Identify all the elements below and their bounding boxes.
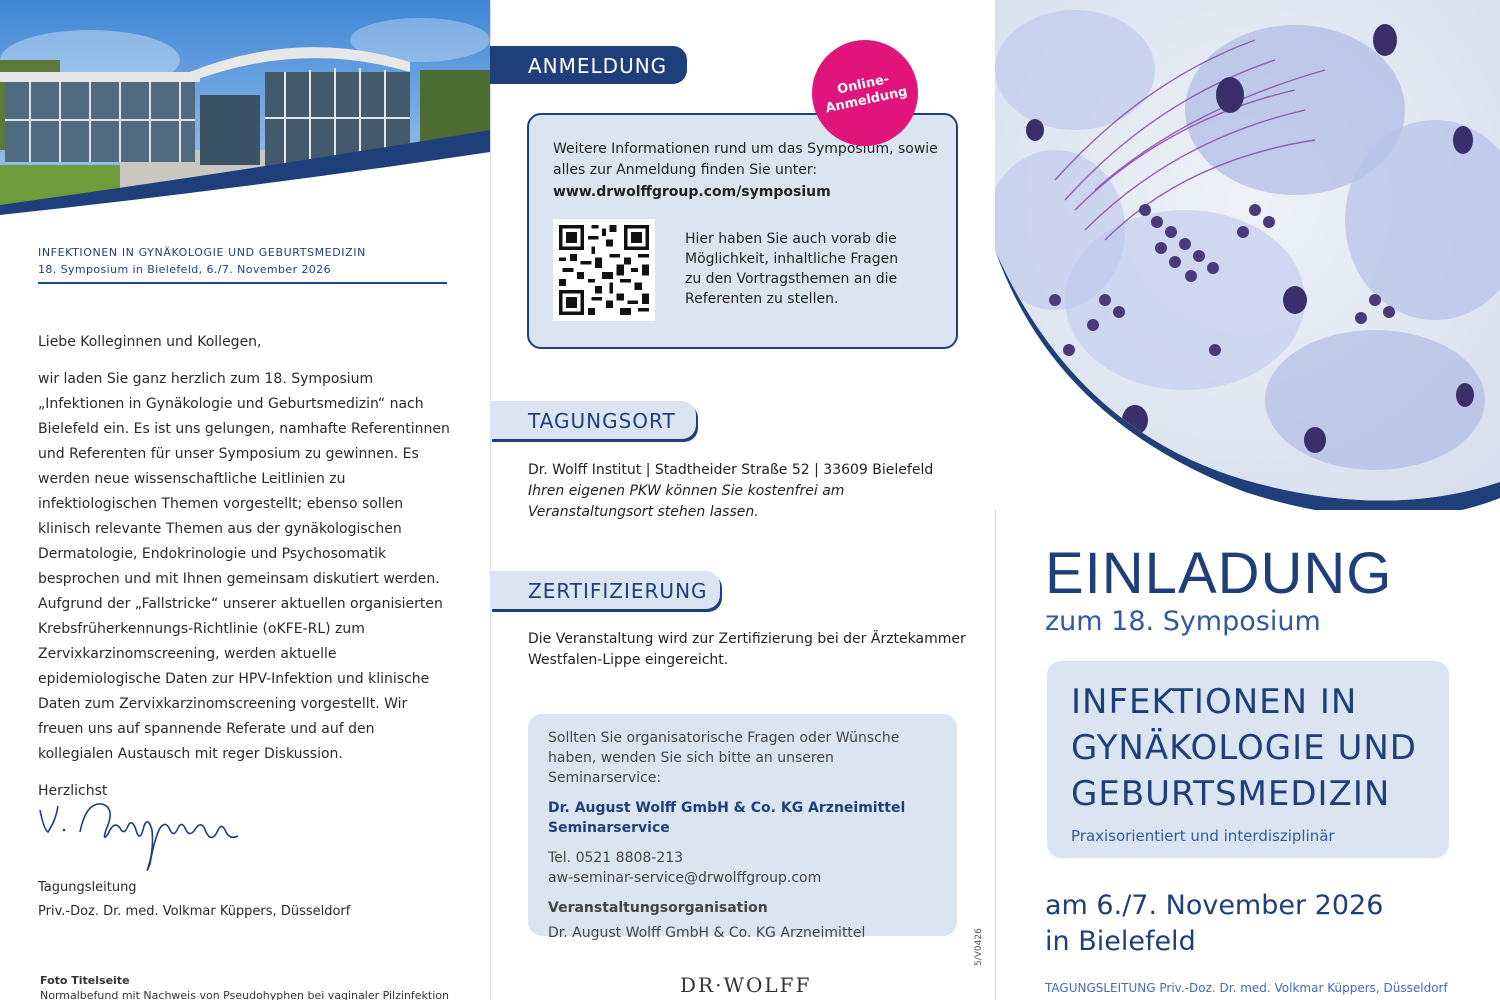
middle-panel (490, 0, 995, 1000)
venue-address: Dr. Wolff Institut | Stadtheider Straße 52 | 33609 Bielefeld (528, 462, 934, 478)
parking-note: Ihren eigenen PKW können Sie kostenfrei am Veranstaltungsort stehen lassen. (528, 483, 845, 520)
event-date-location: am 6./7. November 2026 in Bielefeld (1045, 890, 1384, 957)
tagungsort-section (528, 460, 968, 523)
welcome-letter (38, 330, 453, 816)
letter-greeting: Liebe Kolleginnen und Kollegen, (38, 334, 262, 350)
qr-code-icon[interactable] (553, 219, 655, 321)
photo-caption (40, 973, 449, 1000)
topic-title: INFEKTIONEN IN GYNÄKOLOGIE UND GEBURTSMEDIZIN (1071, 682, 1417, 814)
service-question: Sollten Sie organisatorische Fragen oder Wünsche haben, wenden Sie sich bitte an unseren Seminarservice: (548, 730, 900, 786)
photo-caption-title: Foto Titelseite (40, 974, 130, 987)
qr-description: Hier haben Sie auch vorab die Möglichkeit, inhaltliche Fragen zu den Vortragsthemen an die Referenten zu stellen. (685, 231, 899, 307)
left-header-subtitle: 18. Symposium in Bielefeld, 6./7. November 2026 (38, 263, 331, 276)
photo-caption-text: Normalbefund mit Nachweis von Pseudohyphen bei vaginaler Pilzinfektion (40, 989, 449, 1000)
tagungsort-heading: TAGUNGSORT (490, 401, 696, 439)
organization-title: Veranstaltungsorganisation (548, 900, 768, 916)
handwritten-signature (36, 790, 246, 880)
right-panel (995, 0, 1500, 1000)
letter-body: wir laden Sie ganz herzlich zum 18. Symposium „Infektionen in Gynäkologie und Geburtsmedizin“ nach Bielefeld ein. Es ist uns gelungen, namhafte Referentinnen und Referenten für unser Symposium zu gewinnen. Es werden neue wissenschaftliche Leitlinien zu infektiologischen Themen vorgestellt; ebenso sollen klinisch relevante Themen aus der gynäkologischen Dermatologie, Endokrinologie und Psychosomatik besprochen und mit Ihnen gemeinsam diskutiert werden. Aufgrund der „Fallstricke“ unserer aktuellen organisierten Krebsfrüherkennungs-Richtlinie (oKFE-RL) zum Zervixkarzinomscreening, werden aktuelle epidemiologische Daten zur HPV-Infektion und klinische Daten zum Zervixkarzinomscreening vorgestellt. Wir freuen uns auf spannende Referate und auf den kollegialen Austausch mit reger Diskussion. (38, 371, 450, 762)
certification-text: Die Veranstaltung wird zur Zertifizierung bei der Ärztekammer Westfalen-Lippe eingereicht. (528, 631, 966, 668)
topic-box (1047, 661, 1449, 858)
organization-name: Dr. August Wolff GmbH & Co. KG Arzneimittel (548, 925, 866, 941)
left-header-title: INFEKTIONEN IN GYNÄKOLOGIE UND GEBURTSMEDIZIN (38, 246, 366, 259)
service-phone[interactable]: Tel. 0521 8808-213 (548, 850, 684, 866)
service-email[interactable]: aw-seminar-service@drwolffgroup.com (548, 870, 822, 886)
anmeldung-heading: ANMELDUNG (490, 46, 687, 84)
print-code: 5/V0426 (974, 928, 984, 966)
online-badge-label: Online- Anmeldung (824, 71, 909, 117)
left-panel (0, 0, 490, 1000)
service-box (528, 714, 957, 941)
conference-lead: TAGUNGSLEITUNG Priv.-Doz. Dr. med. Volkmar Küppers, Düsseldorf (1045, 981, 1448, 995)
registration-link[interactable]: www.drwolffgroup.com/symposium (553, 184, 831, 200)
topic-subtitle: Praxisorientiert und interdisziplinär (1071, 827, 1335, 845)
anmeldung-intro: Weitere Informationen rund um das Symposium, sowie alles zur Anmeldung finden Sie unter: (553, 141, 938, 178)
signature-block (38, 876, 350, 924)
invitation-title: EINLADUNG (1045, 541, 1393, 606)
signature-name: Priv.-Doz. Dr. med. Volkmar Küppers, Düsseldorf (38, 904, 351, 919)
anmeldung-box (527, 113, 958, 349)
building-photo (0, 0, 490, 215)
letter-closing: Herzlichst (38, 783, 108, 799)
signature-role: Tagungsleitung (38, 880, 137, 895)
service-company: Dr. August Wolff GmbH & Co. KG Arzneimittel Seminarservice (548, 800, 906, 836)
left-header (38, 246, 447, 284)
microscopy-image (995, 0, 1500, 510)
zertifizierung-heading: ZERTIFIZIERUNG (490, 571, 720, 609)
dr-wolff-logo: DR·WOLFF (680, 973, 812, 997)
invitation-subtitle: zum 18. Symposium (1045, 606, 1321, 637)
